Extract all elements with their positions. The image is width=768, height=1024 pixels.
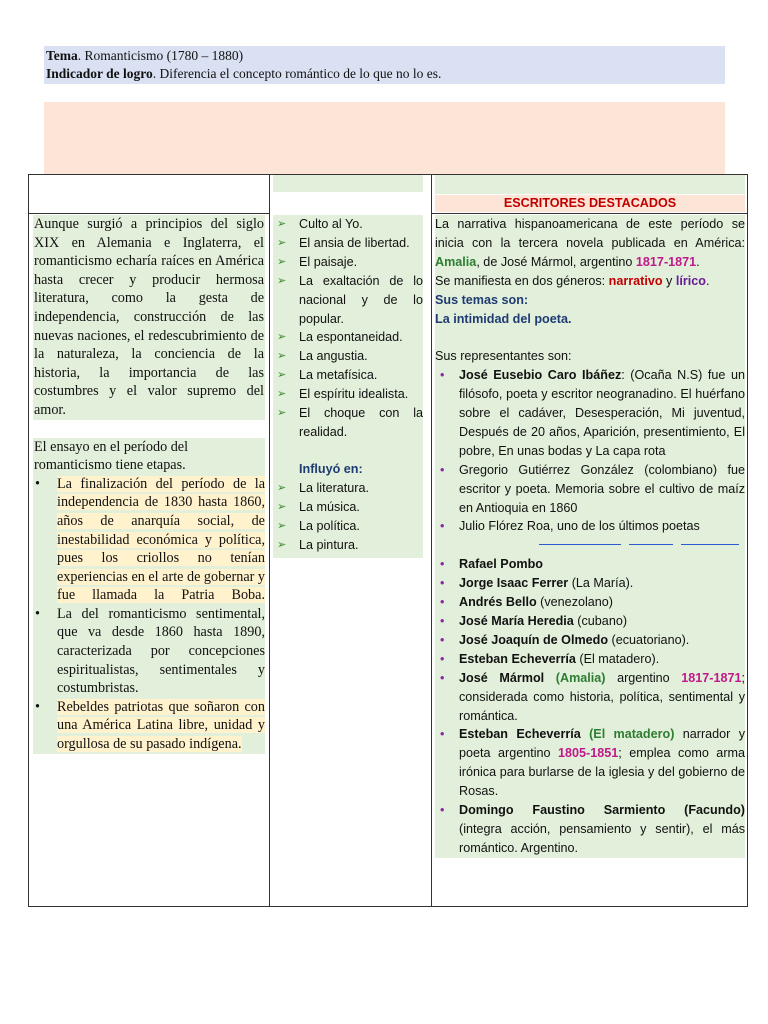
- feature-item: ➢ El paisaje.: [273, 253, 423, 272]
- bullet-icon: •: [440, 803, 445, 818]
- column-header-cell: [273, 175, 423, 192]
- check-arrow-icon: ➢: [277, 331, 287, 344]
- essay-stages-list: [33, 475, 265, 754]
- writers-box: [435, 215, 745, 858]
- authors-list: [435, 555, 745, 858]
- bullet-icon: •: [440, 462, 445, 477]
- feature-item: ➢ La metafísica.: [273, 366, 423, 385]
- check-arrow-icon: ➢: [277, 538, 287, 551]
- check-arrow-icon: ➢: [277, 519, 287, 532]
- narrative-intro: La narrativa hispanoamericana de este período se inicia con la tercera novela publicada en América: Amalia, de José Mármol, argentino 1817-1871.: [435, 217, 745, 269]
- column-divider: [269, 175, 270, 906]
- feature-item: ➢ El ansia de libertad.: [273, 234, 423, 253]
- list-item: • Julio Flórez Roa, uno de los últimos poetas: [435, 517, 745, 536]
- check-arrow-icon: ➢: [277, 481, 287, 494]
- feature-item: ➢ La angustia.: [273, 347, 423, 366]
- list-item: • La del romanticismo sentimental, que va desde 1860 hasta 1890, caracterizada por concepciones espiritualistas, sentimentales y costumbristas.: [35, 605, 265, 697]
- content-table: [28, 174, 748, 907]
- bullet-icon: •: [440, 595, 445, 610]
- list-item: • Esteban Echeverría (El matadero) narrador y poeta argentino 1805-1851; emplea como arma irónica para burlarse de la iglesia y del gobierno de Rosas.: [440, 727, 746, 799]
- intro-column: [33, 215, 265, 754]
- tema-line: [46, 47, 725, 65]
- writers-heading: ESCRITORES DESTACADOS: [435, 195, 745, 212]
- check-arrow-icon: ➢: [277, 388, 287, 401]
- check-arrow-icon: ➢: [277, 350, 287, 363]
- bullet-icon: •: [440, 727, 445, 742]
- temas-value: La intimidad del poeta.: [435, 311, 572, 326]
- check-arrow-icon: ➢: [277, 218, 287, 230]
- list-item: • Rafael Pombo: [435, 555, 745, 574]
- list-item: • Domingo Faustino Sarmiento (Facundo) (integra acción, pensamiento y sentir), el más romántico. Argentino.: [440, 803, 745, 855]
- empty-answer-box[interactable]: [44, 102, 725, 174]
- representatives-list: [435, 366, 745, 536]
- list-item: • Rebeldes patriotas que soñaron con una América Latina libre, unidad y orgullosa de su pasado indígena.: [35, 698, 265, 753]
- list-item: • José Mármol (Amalia) argentino 1817-1871; considerada como historia, política, sentimental y romántica.: [440, 670, 745, 723]
- bullet-icon: •: [440, 651, 445, 666]
- feature-item: ➢ Culto al Yo.: [273, 215, 423, 234]
- bullet-icon: •: [440, 576, 445, 591]
- list-item: • José Joaquín de Olmedo (ecuatoriano).: [435, 631, 745, 650]
- column-header-cell: [435, 175, 745, 194]
- features-box: [273, 215, 423, 558]
- bullet-icon: •: [35, 698, 40, 715]
- list-item: • Esteban Echeverría (El matadero).: [435, 650, 745, 669]
- feature-item: ➢ La exaltación de lo nacional y de lo popular.: [273, 272, 423, 329]
- influence-item: ➢ La política.: [273, 517, 423, 536]
- check-arrow-icon: ➢: [277, 255, 287, 268]
- indicador-text: . Diferencia el concepto romántico de lo que no lo es.: [152, 66, 442, 81]
- bullet-icon: •: [440, 557, 445, 572]
- list-item: • Jorge Isaac Ferrer (La María).: [435, 574, 745, 593]
- influence-item: ➢ La pintura.: [273, 536, 423, 555]
- tema-label: Tema: [46, 48, 78, 63]
- check-arrow-icon: ➢: [277, 236, 287, 249]
- check-arrow-icon: ➢: [277, 407, 287, 420]
- feature-item: ➢ El espíritu idealista.: [273, 385, 423, 404]
- check-arrow-icon: ➢: [277, 500, 287, 513]
- essay-intro: El ensayo en el período del romanticismo tiene etapas.: [33, 438, 265, 475]
- genres-line: Se manifiesta en dos géneros: narrativo y lírico.: [435, 273, 710, 288]
- temas-label: Sus temas son:: [435, 292, 529, 307]
- influyo-label: Influyó en:: [299, 461, 363, 476]
- feature-item: ➢ La espontaneidad.: [273, 328, 423, 347]
- list-item: • José María Heredia (cubano): [435, 612, 745, 631]
- bullet-icon: •: [440, 614, 445, 628]
- list-item: • La finalización del período de la independencia de 1830 hasta 1860, años de anarquía social, de inestabilidad económica y política, pues los criollos no tenían experiencias en el arte de gobernar y fue llamada la Patria Boba.: [35, 475, 265, 604]
- list-item: • Andrés Bello (venezolano): [435, 593, 745, 612]
- indicador-line: [46, 65, 725, 83]
- check-arrow-icon: ➢: [277, 369, 287, 382]
- influence-item: ➢ La literatura.: [273, 479, 423, 498]
- bullet-icon: •: [440, 368, 445, 383]
- column-divider: [431, 175, 432, 906]
- blank-lines: [435, 536, 745, 555]
- tema-text: . Romanticismo (1780 – 1880): [77, 48, 244, 63]
- representantes-label: Sus representantes son:: [435, 349, 572, 364]
- bullet-icon: •: [35, 605, 40, 622]
- intro-paragraph: Aunque surgió a principios del siglo XIX en Alemania e Inglaterra, el romanticismo echaría raíces en América hasta crecer y producir hermosa literatura, como la gesta de independencia, construcción de las nuevas naciones, el redescubrimiento de la naturaleza, la conciencia de la historia, la importancia de las costumbres y el valor supremo del amor.: [34, 216, 264, 418]
- bullet-icon: •: [440, 670, 445, 685]
- list-item: • Gregorio Gutiérrez González (colombiano) fue escritor y poeta. Memoria sobre el cultivo de maíz en Antioquia en 1860: [440, 462, 745, 515]
- check-arrow-icon: ➢: [277, 274, 287, 287]
- influence-item: ➢ La música.: [273, 498, 423, 517]
- row-divider: [431, 213, 747, 214]
- bullet-icon: •: [440, 519, 445, 534]
- bullet-icon: •: [35, 475, 40, 492]
- header-box: [44, 46, 725, 84]
- list-item: • José Eusebio Caro Ibáñez: (Ocaña N.S) fue un filósofo, poeta y escritor neogranadino. El huérfano sobre el cadáver, Desesperación, Mi juventud, Después de 20 años, Aparición, presentimiento, El pobre, En unas bodas y La capa rota: [440, 368, 745, 458]
- feature-item: ➢ El choque con la realidad.: [273, 404, 423, 442]
- indicador-label: Indicador de logro: [46, 66, 153, 81]
- bullet-icon: •: [440, 632, 445, 647]
- row-divider: [29, 213, 269, 214]
